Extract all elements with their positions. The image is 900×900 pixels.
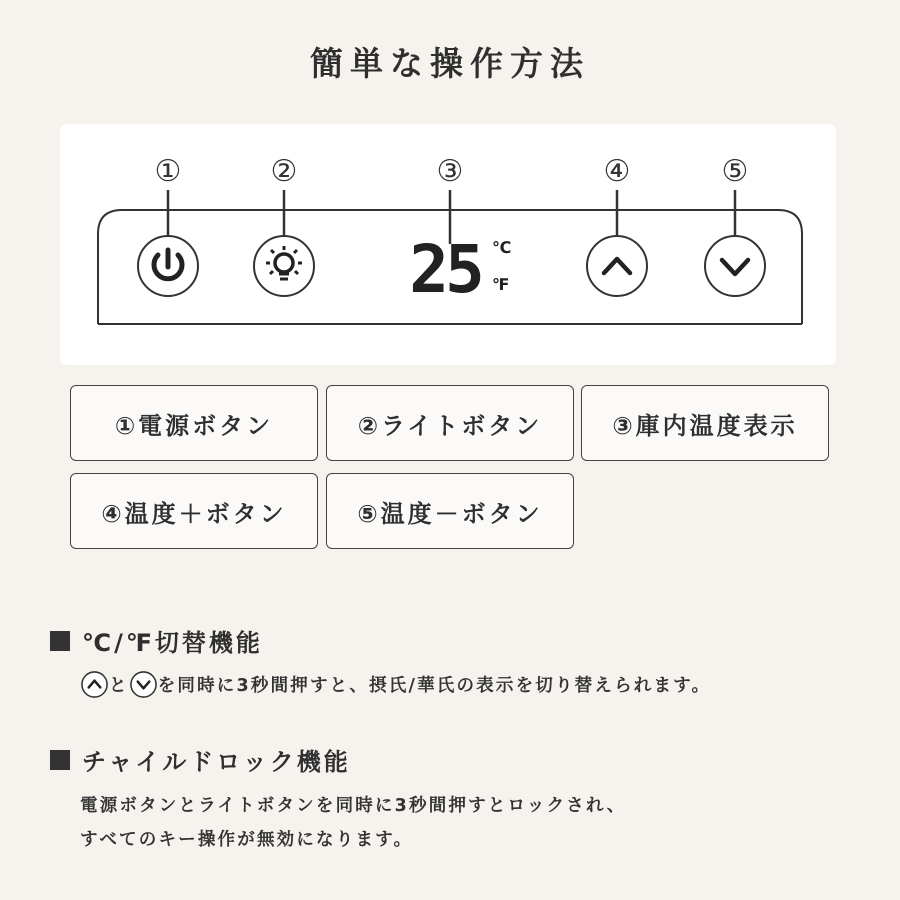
label-temp-minus-button: ⑤温度－ボタン [326, 473, 574, 549]
chevron-up-icon [80, 670, 109, 699]
child-lock-heading: チャイルドロック機能 [50, 742, 351, 777]
number-label-2: ② [270, 154, 298, 189]
label-power-button: ①電源ボタン [70, 385, 318, 461]
chevron-down-icon [705, 236, 765, 296]
label-temperature-display: ③庫内温度表示 [581, 385, 829, 461]
square-bullet-icon [50, 750, 70, 770]
unit-fahrenheit: ℉ [492, 275, 510, 294]
unit-celsius: ℃ [492, 238, 512, 257]
child-lock-text-line2: すべてのキー操作が無効になります。 [80, 830, 414, 850]
page-title: 簡単な操作方法 [310, 44, 590, 83]
number-label-5: ⑤ [721, 154, 749, 189]
chevron-down-icon [129, 670, 158, 699]
light-bulb-icon [254, 236, 314, 296]
square-bullet-icon [50, 631, 70, 651]
number-label-3: ③ [436, 154, 464, 189]
control-panel-diagram [60, 124, 836, 365]
temperature-display [409, 231, 511, 308]
chevron-up-icon [587, 236, 647, 296]
number-label-1: ① [154, 154, 182, 189]
unit-switch-heading: ℃/℉切替機能 [50, 623, 263, 658]
control-panel-svg [60, 124, 836, 365]
power-icon [138, 236, 198, 296]
temperature-value: 25 [409, 231, 481, 308]
label-light-button: ②ライトボタン [326, 385, 574, 461]
unit-switch-text: と を同時に3秒間押すと、摂氏/華氏の表示を切り替えられます。 [80, 670, 711, 699]
label-temp-plus-button: ④温度＋ボタン [70, 473, 318, 549]
child-lock-text-line1: 電源ボタンとライトボタンを同時に3秒間押すとロックされ、 [80, 796, 627, 816]
number-label-4: ④ [603, 154, 631, 189]
